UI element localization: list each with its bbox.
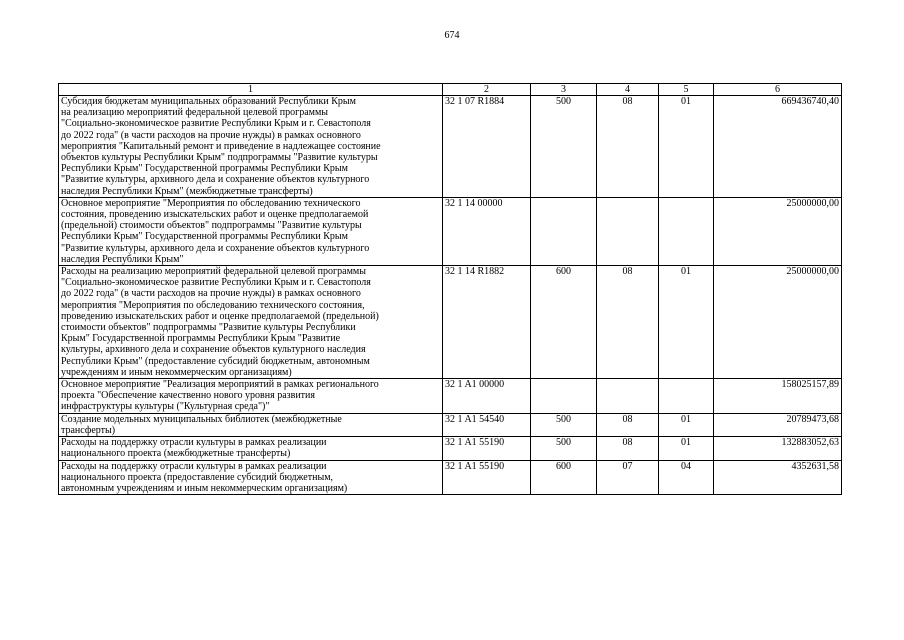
- row-col-4: 08: [597, 96, 659, 198]
- row-amount: 132883052,63: [714, 437, 842, 460]
- table-row: [59, 437, 842, 460]
- table-row: [59, 197, 842, 265]
- table-row: [59, 96, 842, 198]
- row-col-3: 500: [531, 96, 597, 198]
- row-description: Расходы на поддержку отрасли культуры в рамках реализации национального проекта (межбюджетные трансферты): [59, 437, 443, 460]
- row-col-3: 500: [531, 437, 597, 460]
- row-amount: 25000000,00: [714, 266, 842, 379]
- row-col-5: 01: [659, 413, 714, 436]
- row-col-5: 04: [659, 460, 714, 495]
- row-description: Основное мероприятие "Реализация мероприятий в рамках регионального проекта "Обеспечение качественно нового уровня развития инфраструктуры культуры ("Культурная среда")": [59, 379, 443, 414]
- header-col-6: 6: [714, 84, 842, 96]
- row-description: Создание модельных муниципальных библиотек (межбюджетные трансферты): [59, 413, 443, 436]
- row-col-4: 07: [597, 460, 659, 495]
- header-col-2: 2: [443, 84, 531, 96]
- table-row: [59, 379, 842, 414]
- header-col-4: 4: [597, 84, 659, 96]
- row-code: 32 1 07 R1884: [443, 96, 531, 198]
- row-code: 32 1 14 R1882: [443, 266, 531, 379]
- row-code: 32 1 14 00000: [443, 197, 531, 265]
- row-description: Расходы на поддержку отрасли культуры в рамках реализации национального проекта (предоставление субсидий бюджетным, автономным учреждениям и иным некоммерческим организациям): [59, 460, 443, 495]
- header-col-1: 1: [59, 84, 443, 96]
- row-amount: 25000000,00: [714, 197, 842, 265]
- row-description: Субсидия бюджетам муниципальных образований Республики Крым на реализацию мероприятий федеральной целевой программы "Социально-экономическое развитие Республики Крым и г. Севастополя до 2022 года" (в части расходов на прочие нужды) в рамках основного мероприятия "Капитальный ремонт и приведение в надлежащее состояние объектов культуры Республики Крым" подпрограммы "Развитие культуры Республики Крым" Государственной программы Республики Крым "Развитие культуры, архивного дела и сохранение объектов культурного наследия Республики Крым" (межбюджетные трансферты): [59, 96, 443, 198]
- row-description: Расходы на реализацию мероприятий федеральной целевой программы "Социально-экономическое развитие Республики Крым и г. Севастополя до 2022 года" (в части расходов на прочие нужды) в рамках основного мероприятия "Мероприятия по обследованию технического состояния, проведению изыскательских работ и оценке предполагаемой (предельной) стоимости объектов" подпрограммы "Развитие культуры Республики Крым" Государственной программы Республики Крым "Развитие культуры, архивного дела и сохранение объектов культурного наследия Республики Крым" (предоставление субсидий бюджетным, автономным учреждениям и иным некоммерческим организациям): [59, 266, 443, 379]
- row-amount: 4352631,58: [714, 460, 842, 495]
- page-number: 674: [444, 30, 460, 41]
- row-col-5: [659, 197, 714, 265]
- row-col-4: 08: [597, 413, 659, 436]
- header-col-3: 3: [531, 84, 597, 96]
- row-code: 32 1 A1 00000: [443, 379, 531, 414]
- row-col-3: 600: [531, 266, 597, 379]
- budget-table: [58, 83, 842, 495]
- row-col-3: 500: [531, 413, 597, 436]
- row-col-5: 01: [659, 96, 714, 198]
- row-col-4: 08: [597, 437, 659, 460]
- table-header-row: [59, 84, 842, 96]
- row-col-4: [597, 197, 659, 265]
- row-col-5: 01: [659, 437, 714, 460]
- row-code: 32 1 A1 55190: [443, 460, 531, 495]
- row-col-5: 01: [659, 266, 714, 379]
- row-amount: 20789473,68: [714, 413, 842, 436]
- row-code: 32 1 A1 54540: [443, 413, 531, 436]
- row-col-3: 600: [531, 460, 597, 495]
- row-description: Основное мероприятие "Мероприятия по обследованию технического состояния, проведению изыскательских работ и оценке предполагаемой (предельной) стоимости объектов" подпрограммы "Развитие культуры Республики Крым" Государственной программы Республики Крым "Развитие культуры, архивного дела и сохранение объектов культурного наследия Республики Крым": [59, 197, 443, 265]
- header-col-5: 5: [659, 84, 714, 96]
- row-col-5: [659, 379, 714, 414]
- row-col-4: [597, 379, 659, 414]
- row-amount: 158025157,89: [714, 379, 842, 414]
- row-code: 32 1 A1 55190: [443, 437, 531, 460]
- row-col-3: [531, 197, 597, 265]
- row-col-4: 08: [597, 266, 659, 379]
- table-row: [59, 266, 842, 379]
- table-row: [59, 413, 842, 436]
- row-col-3: [531, 379, 597, 414]
- row-amount: 669436740,40: [714, 96, 842, 198]
- table-row: [59, 460, 842, 495]
